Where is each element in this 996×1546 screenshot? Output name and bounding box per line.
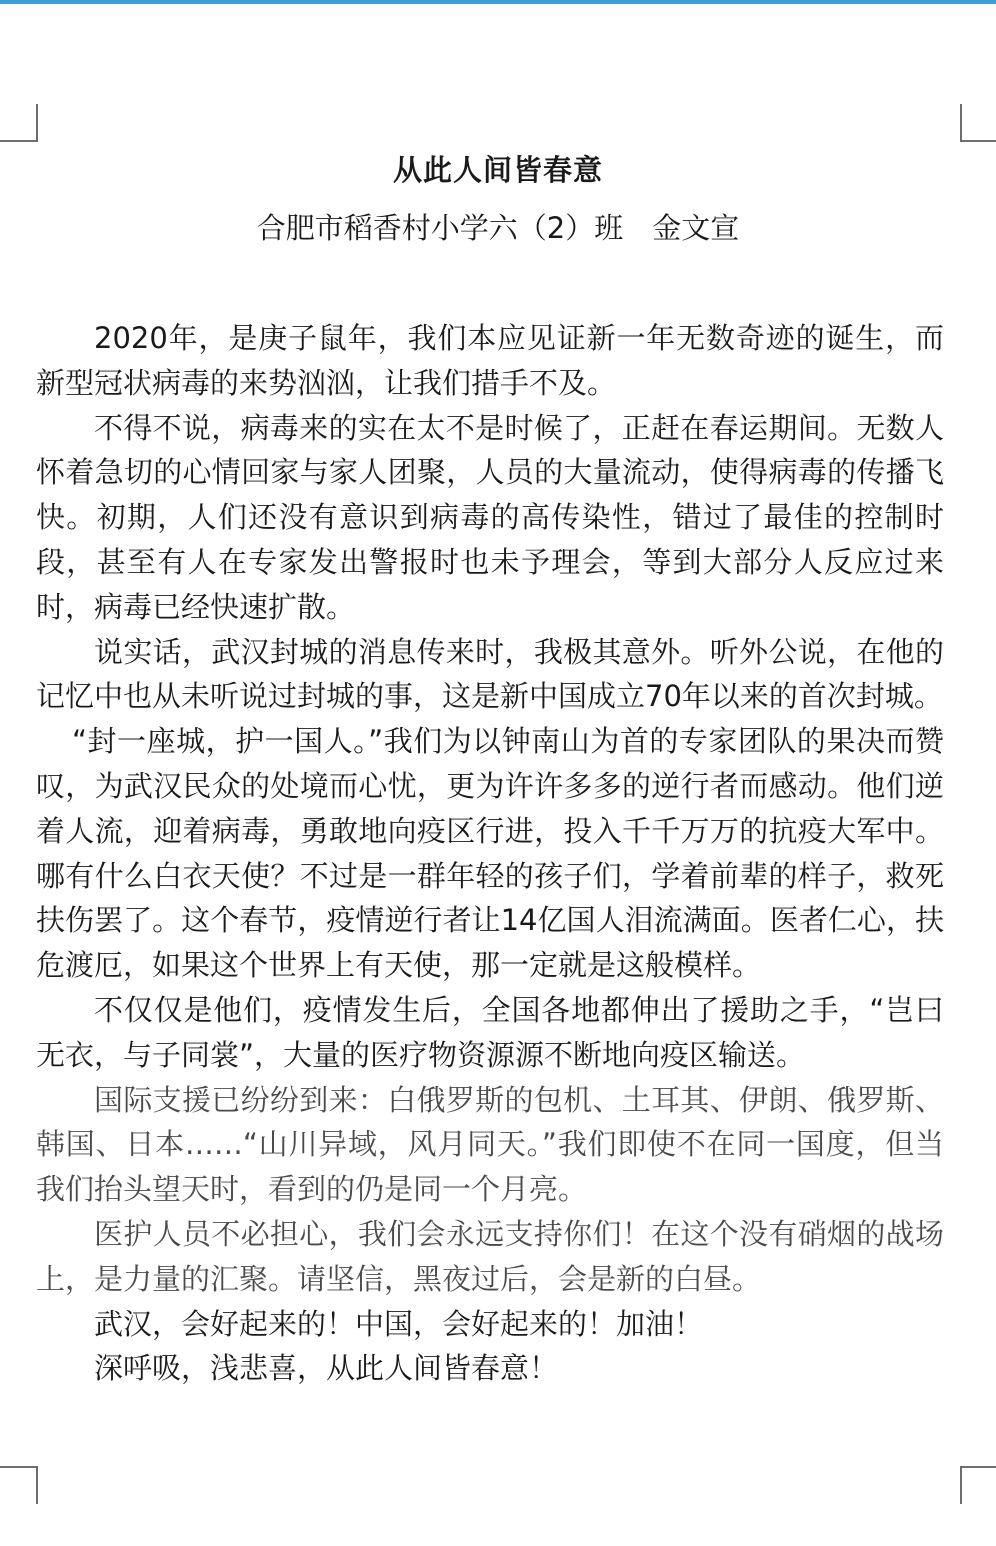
paragraph: 不仅仅是他们，疫情发生后，全国各地都伸出了援助之手，“岂曰无衣，与子同裳”，大量的医疗物资源源不断地向疫区输送。 [36, 992, 944, 1072]
paragraph: 深呼吸，浅悲喜，从此人间皆春意！ [94, 1351, 559, 1386]
paragraph: 医护人员不必担心，我们会永远支持你们！在这个没有硝烟的战场上，是力量的汇聚。请坚信，黑夜过后，会是新的白昼。 [36, 1216, 944, 1296]
crop-mark-bottom-right [960, 1466, 996, 1504]
author-byline: 合肥市稻香村小学六（2）班 金文宣 [256, 211, 740, 245]
crop-mark-top-left [0, 104, 38, 142]
document-title: 从此人间皆春意 [392, 153, 603, 187]
crop-mark-top-right [960, 104, 996, 142]
paragraph: 武汉，会好起来的！中国，会好起来的！加油！ [94, 1306, 704, 1341]
paragraph: 说实话，武汉封城的消息传来时，我极其意外。听外公说，在他的记忆中也从未听说过封城的事，这是新中国成立70年以来的首次封城。 [36, 634, 944, 714]
paragraph: 不得不说，病毒来的实在太不是时候了，正赶在春运期间。无数人怀着急切的心情回家与家人团聚，人员的大量流动，使得病毒的传播飞快。初期，人们还没有意识到病毒的高传染性，错过了最佳的控制时段，甚至有人在专家发出警报时也未予理会，等到大部分人反应过来时，病毒已经快速扩散。 [36, 410, 944, 624]
paragraph: 2020年，是庚子鼠年，我们本应见证新一年无数奇迹的诞生，而新型冠状病毒的来势汹汹，让我们措手不及。 [36, 321, 944, 400]
paragraph: “封一座城，护一国人。”我们为以钟南山为首的专家团队的果决而赞叹，为武汉民众的处境而心忧，更为许许多多的逆行者而感动。他们逆着人流，迎着病毒，勇敢地向疫区行进，投入千千万万的抗疫大军中。哪有什么白衣天使？不过是一群年轻的孩子们，学着前辈的样子，救死扶伤罢了。这个春节，疫情逆行者让14亿国人泪流满面。医者仁心，扶危渡厄，如果这个世界上有天使，那一定就是这般模样。 [36, 724, 944, 983]
paragraph: 国际支援已纷纷到来：白俄罗斯的包机、土耳其、伊朗、俄罗斯、韩国、日本……“山川异域，风月同天。”我们即使不在同一国度，但当我们抬头望天时，看到的仍是同一个月亮。 [36, 1082, 944, 1207]
top-accent-bar [0, 0, 996, 4]
crop-mark-bottom-left [0, 1466, 38, 1504]
article-body [36, 316, 944, 1391]
